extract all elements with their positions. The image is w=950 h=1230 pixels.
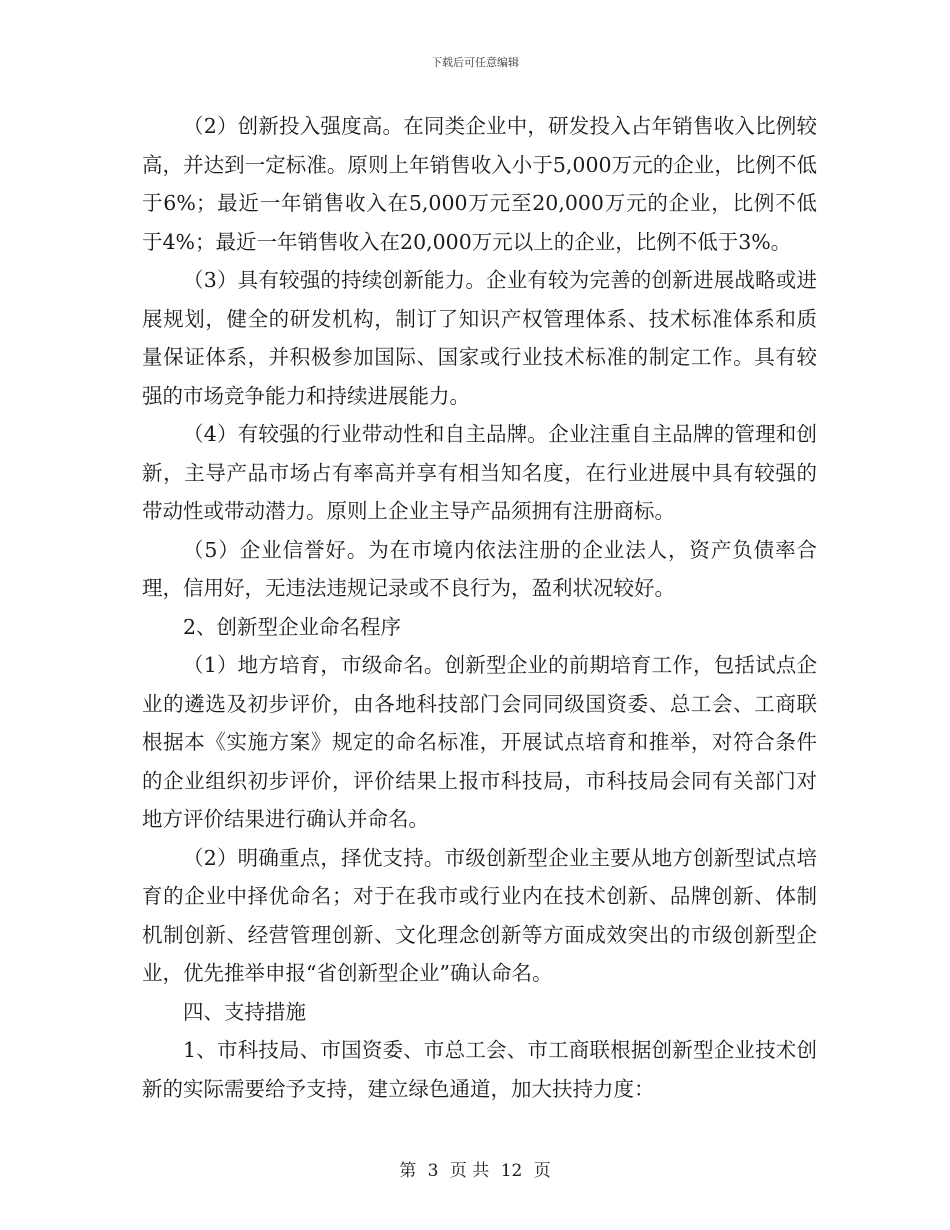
paragraph-key-support: （2）明确重点，择优支持。市级创新型企业主要从地方创新型试点培育的企业中择优命名；对于在我市或行业内在技术创新、品牌创新、体制机制创新、经营管理创新、文化理念创新等方面成效突出的市级创新型企业，优先推举申报“省创新型企业”确认命名。 bbox=[142, 845, 817, 985]
paragraph-sustained-innovation: （3）具有较强的持续创新能力。企业有较为完善的创新进展战略或进展规划，健全的研发机构，制订了知识产权管理体系、技术标准体系和质量保证体系，并积极参加国际、国家或行业技术标准的制定工作。具有较强的市场竞争能力和持续进展能力。 bbox=[142, 268, 817, 408]
paragraph-local-cultivation: （1）地方培育，市级命名。创新型企业的前期培育工作，包括试点企业的遴选及初步评价，由各地科技部门会同同级国资委、总工会、工商联根据本《实施方案》规定的命名标准，开展试点培育和推举，对符合条件的企业组织初步评价，评价结果上报市科技局，市科技局会同有关部门对地方评价结果进行确认并命名。 bbox=[142, 653, 817, 831]
footer-prefix: 第 bbox=[399, 1161, 417, 1181]
footer-current-page: 3 bbox=[427, 1161, 439, 1181]
footer-suffix: 页 bbox=[533, 1161, 551, 1181]
header-note: 下载后可任意编辑 bbox=[431, 56, 519, 69]
paragraph-innovation-investment: （2）创新投入强度高。在同类企业中，研发投入占年销售收入比例较高，并达到一定标准。原则上年销售收入小于5,000万元的企业，比例不低于6%；最近一年销售收入在5,000万元至20,000万元的企业，比例不低于4%；最近一年销售收入在20,000万元以上的企业，比例不低于3%。 bbox=[142, 114, 817, 254]
paragraph-industry-leadership: （4）有较强的行业带动性和自主品牌。企业注重自主品牌的管理和创新，主导产品市场占有率高并享有相当知名度，在行业进展中具有较强的带动性或带动潜力。原则上企业主导产品须拥有注册商标。 bbox=[142, 422, 817, 523]
footer-middle: 页 共 bbox=[449, 1161, 490, 1181]
paragraph-enterprise-credit: （5）企业信誉好。为在市境内依法注册的企业法人，资产负债率合理，信用好，无违法违规记录或不良行为，盈利状况较好。 bbox=[142, 537, 817, 600]
section-heading-support-measures: 四、支持措施 bbox=[183, 999, 306, 1024]
footer-total-pages: 12 bbox=[500, 1161, 523, 1181]
section-heading-naming-procedure: 2、创新型企业命名程序 bbox=[183, 614, 402, 639]
paragraph-support-item-1: 1、市科技局、市国资委、市总工会、市工商联根据创新型企业技术创新的实际需要给予支持，建立绿色通道，加大扶持力度： bbox=[142, 1038, 817, 1101]
page-footer bbox=[0, 1156, 950, 1181]
document-body bbox=[142, 107, 817, 1108]
